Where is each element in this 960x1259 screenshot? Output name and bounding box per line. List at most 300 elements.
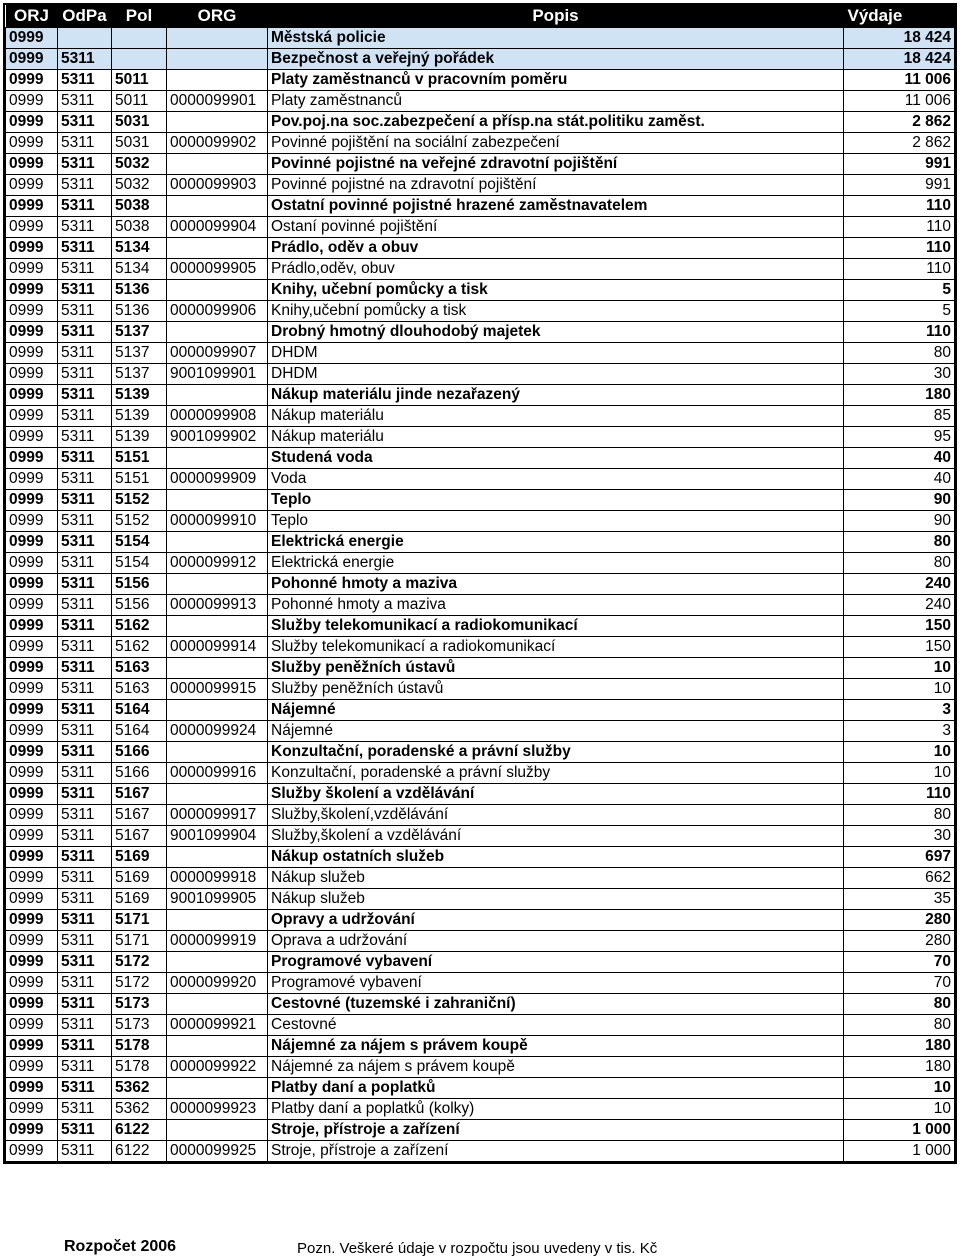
cell-vydaje: 30 [844,826,955,847]
cell-odpa: 5311 [58,301,112,322]
cell-pol: 5136 [112,280,167,301]
cell-pol: 5031 [112,133,167,154]
cell-vydaje: 5 [844,301,955,322]
cell-odpa: 5311 [58,154,112,175]
cell-orj: 0999 [6,637,58,658]
cell-org: 9001099902 [167,427,268,448]
cell-odpa: 5311 [58,721,112,742]
cell-vydaje: 30 [844,364,955,385]
table-row [6,301,955,322]
table-row [6,406,955,427]
cell-vydaje: 240 [844,595,955,616]
table-row [6,805,955,826]
cell-org: 0000099921 [167,1015,268,1036]
cell-pol: 5137 [112,322,167,343]
cell-popis: Programové vybavení [268,952,844,973]
cell-org [167,616,268,637]
cell-odpa: 5311 [58,826,112,847]
cell-odpa: 5311 [58,322,112,343]
table-row [6,259,955,280]
cell-orj: 0999 [6,469,58,490]
header-odpa: OdPa [58,5,112,28]
cell-odpa: 5311 [58,742,112,763]
cell-popis: Povinné pojistné na veřejné zdravotní pojištění [268,154,844,175]
budget-table [5,5,955,1162]
table-row [6,91,955,112]
cell-pol: 5156 [112,595,167,616]
cell-vydaje: 110 [844,196,955,217]
cell-vydaje: 240 [844,574,955,595]
cell-orj: 0999 [6,154,58,175]
cell-pol: 5137 [112,343,167,364]
cell-vydaje: 40 [844,448,955,469]
cell-org: 0000099920 [167,973,268,994]
cell-org [167,238,268,259]
cell-vydaje: 991 [844,154,955,175]
cell-popis: Ostatní povinné pojistné hrazené zaměstnavatelem [268,196,844,217]
cell-odpa: 5311 [58,868,112,889]
cell-popis: Cestovné (tuzemské i zahraniční) [268,994,844,1015]
cell-odpa: 5311 [58,763,112,784]
cell-orj: 0999 [6,1057,58,1078]
cell-org [167,49,268,70]
cell-popis: Nákup materiálu [268,406,844,427]
cell-popis: Drobný hmotný dlouhodobý majetek [268,322,844,343]
cell-pol: 5172 [112,973,167,994]
cell-odpa: 5311 [58,133,112,154]
table-row [6,1057,955,1078]
cell-org: 0000099907 [167,343,268,364]
cell-odpa: 5311 [58,616,112,637]
cell-popis: Pohonné hmoty a maziva [268,595,844,616]
cell-orj: 0999 [6,595,58,616]
cell-pol: 5011 [112,91,167,112]
cell-popis: Nákup materiálu [268,427,844,448]
header-vydaje: Výdaje [844,5,955,28]
cell-pol: 5154 [112,553,167,574]
header-row [6,5,955,28]
cell-pol: 5171 [112,910,167,931]
cell-vydaje: 80 [844,994,955,1015]
cell-odpa: 5311 [58,679,112,700]
cell-pol: 5038 [112,217,167,238]
cell-orj: 0999 [6,1015,58,1036]
cell-org: 9001099905 [167,889,268,910]
cell-odpa: 5311 [58,511,112,532]
cell-orj: 0999 [6,784,58,805]
cell-pol: 5169 [112,889,167,910]
cell-orj: 0999 [6,511,58,532]
cell-org [167,910,268,931]
cell-org [167,385,268,406]
cell-pol: 5151 [112,448,167,469]
cell-pol: 5139 [112,406,167,427]
table-row [6,574,955,595]
cell-pol: 5134 [112,238,167,259]
cell-odpa: 5311 [58,805,112,826]
cell-orj: 0999 [6,889,58,910]
cell-vydaje: 2 862 [844,133,955,154]
cell-popis: Nájemné za nájem s právem koupě [268,1057,844,1078]
cell-orj: 0999 [6,994,58,1015]
cell-odpa: 5311 [58,343,112,364]
cell-odpa: 5311 [58,175,112,196]
cell-popis: Opravy a udržování [268,910,844,931]
cell-vydaje: 18 424 [844,49,955,70]
cell-pol: 5164 [112,721,167,742]
table-row [6,490,955,511]
cell-pol [112,28,167,49]
cell-popis: Služby peněžních ústavů [268,679,844,700]
cell-popis: Konzultační, poradenské a právní služby [268,763,844,784]
cell-odpa: 5311 [58,889,112,910]
cell-orj: 0999 [6,49,58,70]
cell-org: 9001099901 [167,364,268,385]
table-row [6,49,955,70]
cell-pol: 5136 [112,301,167,322]
header-org: ORG [167,5,268,28]
cell-popis: DHDM [268,364,844,385]
cell-org: 0000099922 [167,1057,268,1078]
table-row [6,889,955,910]
cell-popis: Služby telekomunikací a radiokomunikací [268,637,844,658]
cell-orj: 0999 [6,364,58,385]
cell-org [167,994,268,1015]
header-pol: Pol [112,5,167,28]
cell-vydaje: 1 000 [844,1141,955,1162]
header-popis: Popis [268,5,844,28]
cell-orj: 0999 [6,679,58,700]
cell-odpa: 5311 [58,280,112,301]
cell-org [167,847,268,868]
cell-odpa: 5311 [58,784,112,805]
cell-org: 0000099902 [167,133,268,154]
cell-orj: 0999 [6,532,58,553]
cell-popis: Povinné pojistné na zdravotní pojištění [268,175,844,196]
cell-org: 0000099923 [167,1099,268,1120]
cell-odpa: 5311 [58,847,112,868]
cell-orj: 0999 [6,217,58,238]
cell-orj: 0999 [6,175,58,196]
cell-vydaje: 110 [844,784,955,805]
cell-odpa: 5311 [58,532,112,553]
cell-pol: 5178 [112,1036,167,1057]
cell-vydaje: 662 [844,868,955,889]
cell-pol: 5139 [112,427,167,448]
cell-pol: 5163 [112,658,167,679]
table-row [6,427,955,448]
cell-popis: Konzultační, poradenské a právní služby [268,742,844,763]
cell-odpa: 5311 [58,1015,112,1036]
cell-org: 0000099917 [167,805,268,826]
table-row [6,133,955,154]
cell-pol: 5362 [112,1078,167,1099]
cell-org [167,280,268,301]
cell-odpa: 5311 [58,910,112,931]
cell-pol: 5011 [112,70,167,91]
cell-orj: 0999 [6,931,58,952]
cell-org [167,700,268,721]
cell-org [167,154,268,175]
cell-odpa: 5311 [58,952,112,973]
cell-vydaje: 40 [844,469,955,490]
cell-vydaje: 10 [844,742,955,763]
table-row [6,364,955,385]
cell-orj: 0999 [6,28,58,49]
cell-orj: 0999 [6,70,58,91]
cell-odpa: 5311 [58,931,112,952]
cell-odpa: 5311 [58,448,112,469]
table-row [6,973,955,994]
cell-vydaje: 150 [844,616,955,637]
cell-org [167,952,268,973]
table-row [6,196,955,217]
cell-popis: Knihy,učební pomůcky a tisk [268,301,844,322]
cell-org: 0000099925 [167,1141,268,1162]
table-row [6,28,955,49]
cell-popis: Cestovné [268,1015,844,1036]
cell-vydaje: 85 [844,406,955,427]
cell-pol: 6122 [112,1141,167,1162]
cell-org [167,448,268,469]
cell-pol: 5137 [112,364,167,385]
cell-vydaje: 80 [844,343,955,364]
cell-orj: 0999 [6,343,58,364]
table-row [6,910,955,931]
cell-popis: Nákup materiálu jinde nezařazený [268,385,844,406]
cell-popis: Nákup služeb [268,889,844,910]
table-row [6,1099,955,1120]
cell-orj: 0999 [6,973,58,994]
cell-popis: DHDM [268,343,844,364]
cell-vydaje: 150 [844,637,955,658]
cell-odpa: 5311 [58,49,112,70]
cell-vydaje: 3 [844,721,955,742]
cell-popis: Teplo [268,511,844,532]
cell-org [167,70,268,91]
cell-orj: 0999 [6,1120,58,1141]
cell-popis: Knihy, učební pomůcky a tisk [268,280,844,301]
cell-orj: 0999 [6,427,58,448]
cell-odpa: 5311 [58,217,112,238]
table-row [6,1120,955,1141]
table-row [6,931,955,952]
cell-odpa: 5311 [58,973,112,994]
cell-org [167,1078,268,1099]
cell-popis: Nájemné [268,700,844,721]
table-row [6,175,955,196]
cell-orj: 0999 [6,742,58,763]
cell-popis: Povinné pojištění na sociální zabezpečení [268,133,844,154]
cell-orj: 0999 [6,490,58,511]
cell-org [167,658,268,679]
cell-popis: Voda [268,469,844,490]
cell-org [167,742,268,763]
cell-vydaje: 180 [844,1057,955,1078]
table-row [6,385,955,406]
cell-odpa: 5311 [58,1057,112,1078]
table-row [6,637,955,658]
table-row [6,1141,955,1162]
cell-pol [112,49,167,70]
cell-vydaje: 70 [844,973,955,994]
cell-org: 0000099916 [167,763,268,784]
table-row [6,343,955,364]
cell-popis: Městská policie [268,28,844,49]
cell-odpa: 5311 [58,658,112,679]
cell-orj: 0999 [6,952,58,973]
cell-org: 0000099901 [167,91,268,112]
cell-pol: 5162 [112,616,167,637]
footer-title: Rozpočet 2006 [64,1238,177,1255]
cell-popis: Služby školení a vzdělávání [268,784,844,805]
cell-vydaje: 80 [844,805,955,826]
cell-org: 0000099914 [167,637,268,658]
cell-orj: 0999 [6,910,58,931]
cell-orj: 0999 [6,1036,58,1057]
table-row [6,217,955,238]
cell-orj: 0999 [6,1078,58,1099]
cell-pol: 5173 [112,1015,167,1036]
table-row [6,595,955,616]
cell-pol: 6122 [112,1120,167,1141]
cell-pol: 5362 [112,1099,167,1120]
table-row [6,553,955,574]
cell-org: 0000099912 [167,553,268,574]
cell-popis: Prádlo, oděv a obuv [268,238,844,259]
cell-pol: 5038 [112,196,167,217]
cell-pol: 5163 [112,679,167,700]
table-row [6,280,955,301]
cell-orj: 0999 [6,196,58,217]
table-row [6,469,955,490]
cell-odpa: 5311 [58,238,112,259]
cell-pol: 5134 [112,259,167,280]
cell-odpa: 5311 [58,595,112,616]
cell-pol: 5154 [112,532,167,553]
cell-pol: 5032 [112,175,167,196]
cell-popis: Ostaní povinné pojištění [268,217,844,238]
table-row [6,826,955,847]
table-row [6,952,955,973]
table-row [6,1036,955,1057]
cell-popis: Nákup služeb [268,868,844,889]
cell-orj: 0999 [6,133,58,154]
cell-vydaje: 90 [844,511,955,532]
table-row [6,154,955,175]
cell-pol: 5151 [112,469,167,490]
cell-orj: 0999 [6,868,58,889]
cell-orj: 0999 [6,448,58,469]
cell-popis: Pohonné hmoty a maziva [268,574,844,595]
cell-odpa: 5311 [58,427,112,448]
cell-orj: 0999 [6,259,58,280]
cell-orj: 0999 [6,805,58,826]
cell-org [167,322,268,343]
cell-org [167,490,268,511]
cell-pol: 5156 [112,574,167,595]
cell-popis: Stroje, přístroje a zařízení [268,1141,844,1162]
table-row [6,700,955,721]
cell-popis: Programové vybavení [268,973,844,994]
cell-vydaje: 18 424 [844,28,955,49]
table-row [6,1015,955,1036]
table-row [6,679,955,700]
cell-org: 0000099905 [167,259,268,280]
cell-odpa: 5311 [58,406,112,427]
cell-org: 0000099918 [167,868,268,889]
cell-odpa: 5311 [58,700,112,721]
cell-odpa: 5311 [58,553,112,574]
cell-odpa [58,28,112,49]
cell-org: 0000099906 [167,301,268,322]
table-row [6,532,955,553]
cell-vydaje: 5 [844,280,955,301]
cell-orj: 0999 [6,658,58,679]
cell-popis: Služby telekomunikací a radiokomunikací [268,616,844,637]
cell-pol: 5169 [112,847,167,868]
cell-odpa: 5311 [58,364,112,385]
table-row [6,1078,955,1099]
cell-pol: 5167 [112,805,167,826]
cell-odpa: 5311 [58,490,112,511]
cell-orj: 0999 [6,301,58,322]
cell-org [167,1036,268,1057]
cell-popis: Studená voda [268,448,844,469]
cell-popis: Stroje, přístroje a zařízení [268,1120,844,1141]
table-row [6,721,955,742]
cell-vydaje: 3 [844,700,955,721]
cell-pol: 5171 [112,931,167,952]
cell-odpa: 5311 [58,1099,112,1120]
cell-vydaje: 95 [844,427,955,448]
table-row [6,847,955,868]
cell-odpa: 5311 [58,1078,112,1099]
cell-vydaje: 697 [844,847,955,868]
cell-org [167,574,268,595]
cell-orj: 0999 [6,763,58,784]
cell-popis: Služby,školení a vzdělávání [268,826,844,847]
cell-vydaje: 110 [844,322,955,343]
cell-orj: 0999 [6,826,58,847]
table-row [6,511,955,532]
cell-odpa: 5311 [58,385,112,406]
cell-vydaje: 10 [844,1099,955,1120]
cell-odpa: 5311 [58,91,112,112]
table-row [6,238,955,259]
cell-orj: 0999 [6,847,58,868]
cell-org: 0000099908 [167,406,268,427]
table-row [6,70,955,91]
cell-vydaje: 10 [844,679,955,700]
cell-vydaje: 10 [844,658,955,679]
cell-pol: 5139 [112,385,167,406]
cell-popis: Pov.poj.na soc.zabezpečení a přísp.na stát.politiku zaměst. [268,112,844,133]
table-row [6,784,955,805]
cell-popis: Bezpečnost a veřejný pořádek [268,49,844,70]
cell-vydaje: 180 [844,385,955,406]
cell-pol: 5152 [112,490,167,511]
cell-popis: Prádlo,oděv, obuv [268,259,844,280]
cell-popis: Platy zaměstnanců [268,91,844,112]
cell-vydaje: 2 862 [844,112,955,133]
cell-pol: 5178 [112,1057,167,1078]
cell-orj: 0999 [6,112,58,133]
cell-popis: Nákup ostatních služeb [268,847,844,868]
cell-popis: Platby daní a poplatků [268,1078,844,1099]
cell-vydaje: 11 006 [844,70,955,91]
cell-orj: 0999 [6,1141,58,1162]
